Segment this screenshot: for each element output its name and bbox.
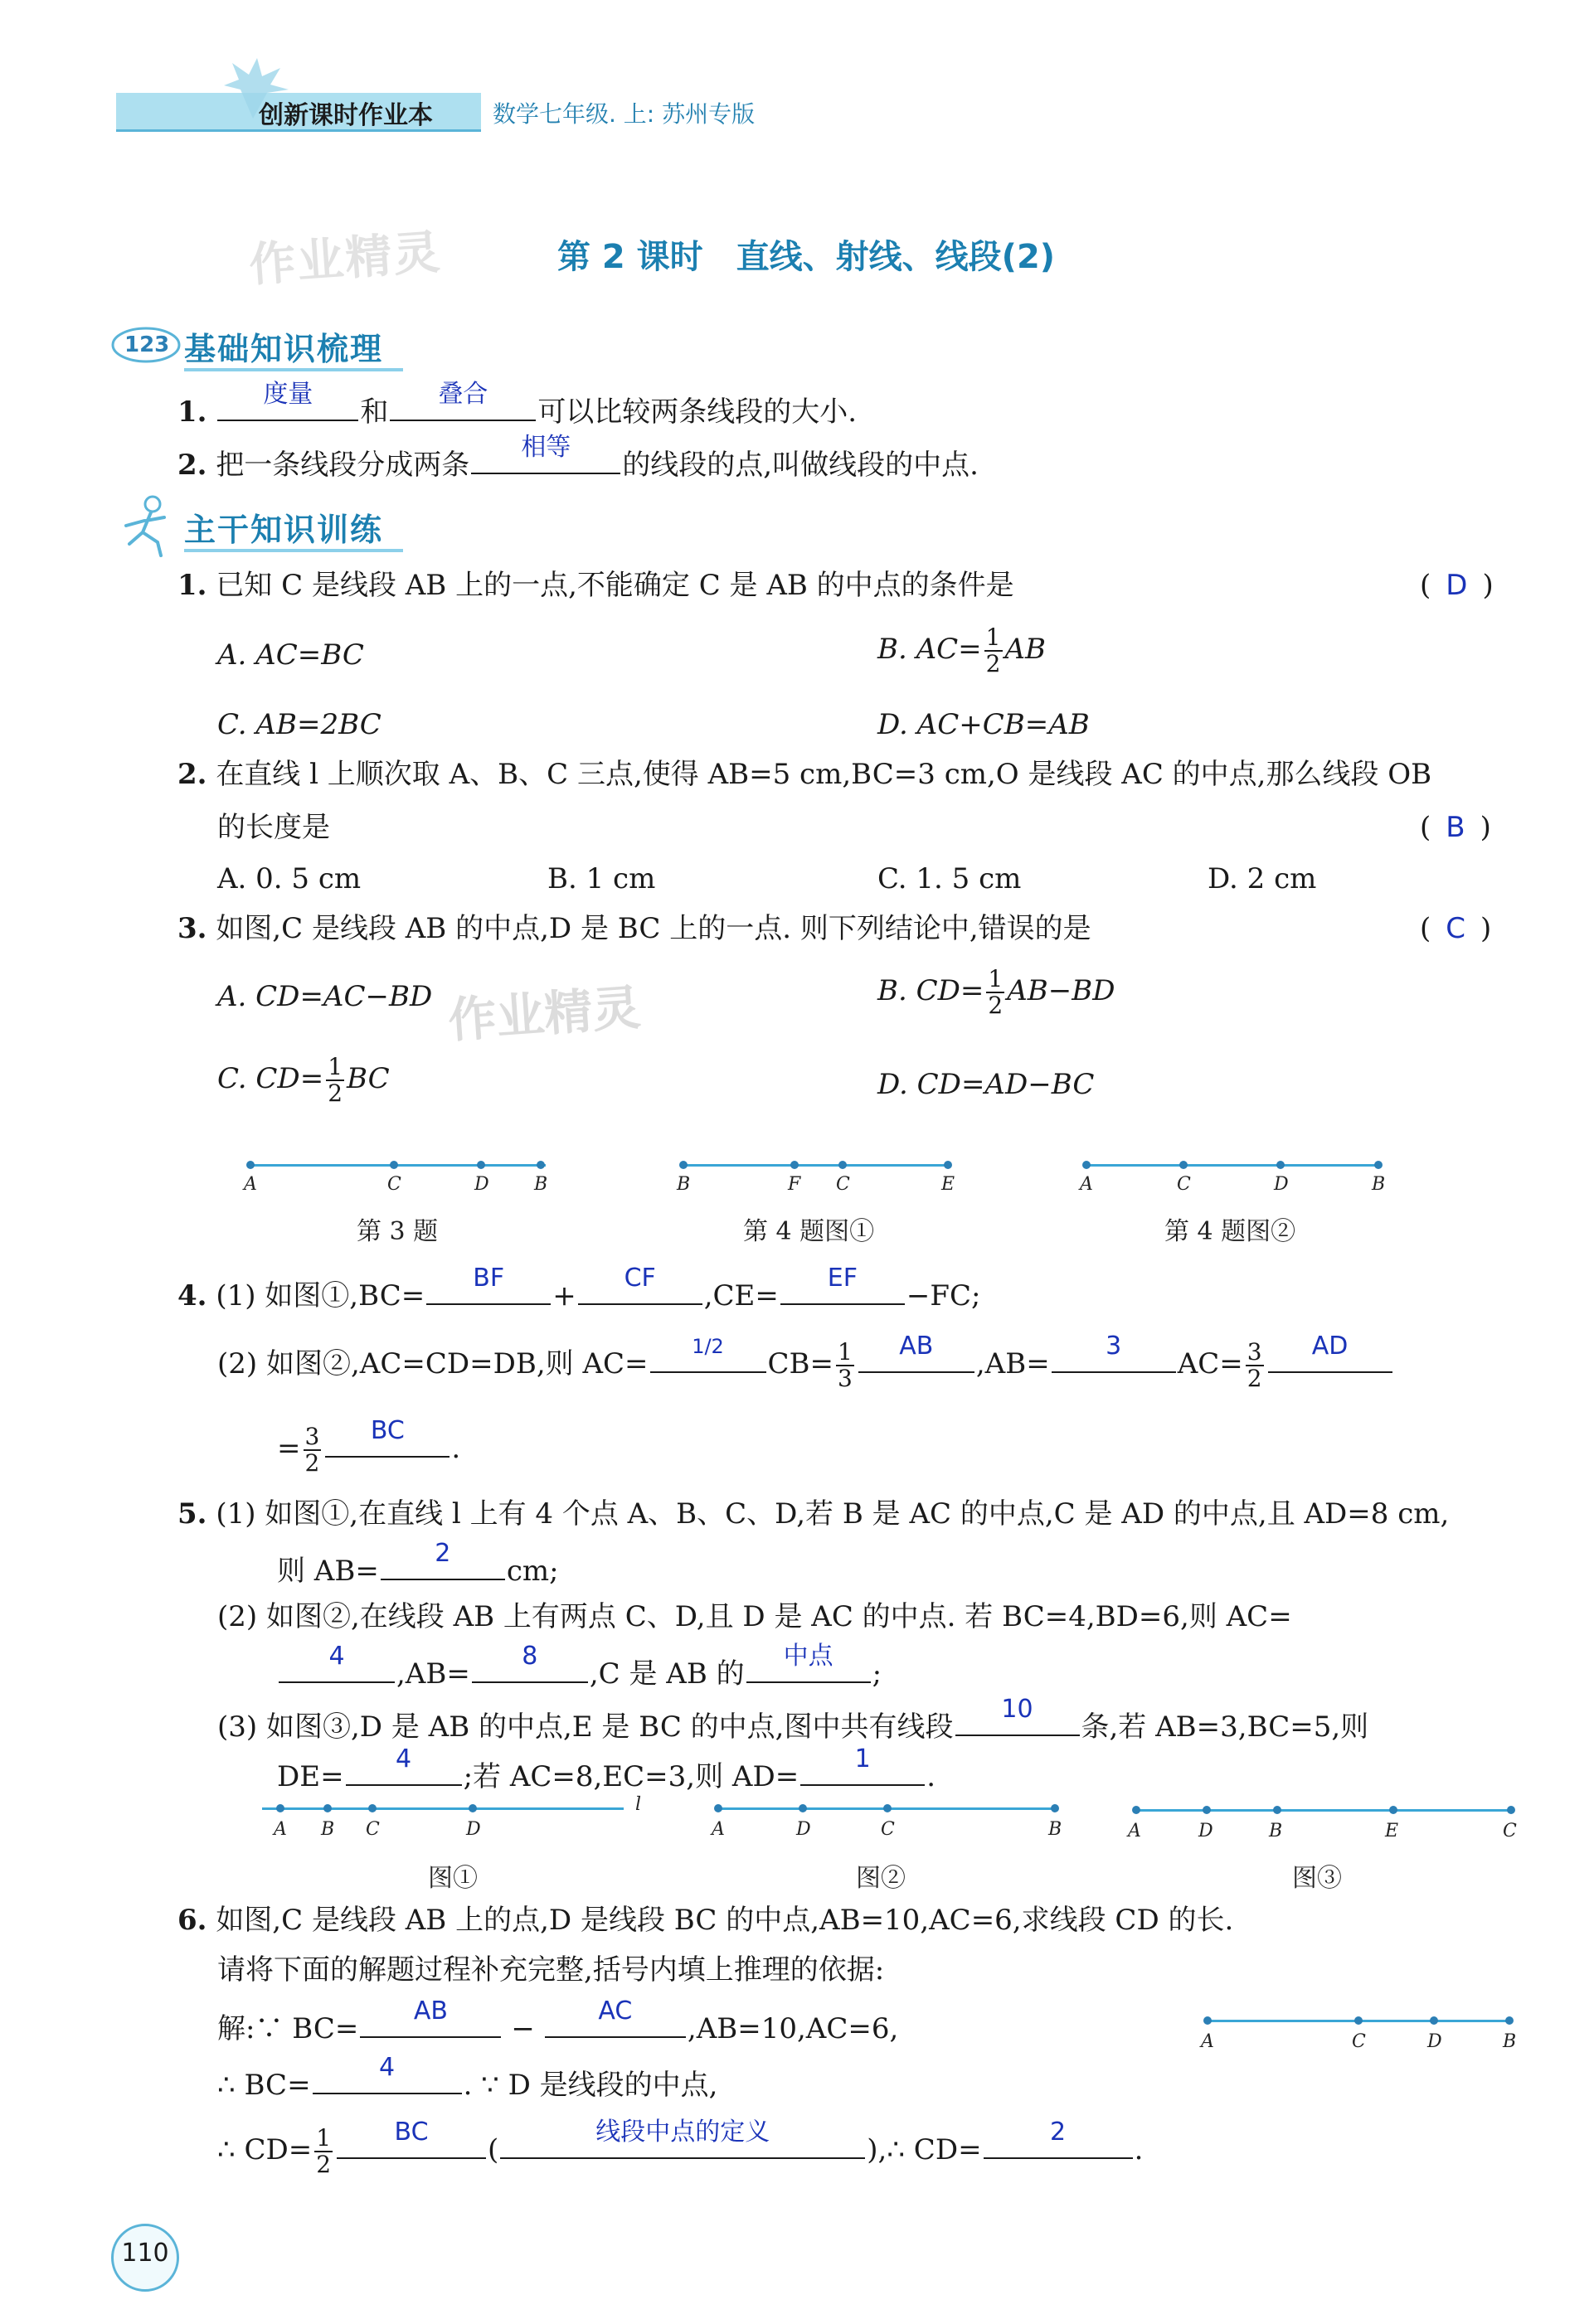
point-label: D xyxy=(1274,1174,1289,1195)
point-label: C xyxy=(387,1174,401,1195)
figure-caption: 图① xyxy=(428,1864,478,1893)
mc-question-2-cont: 的长度是 xyxy=(217,811,330,844)
question-6-step-1: 解:∵ BC= AB − AC ,AB=10,AC=6, xyxy=(217,1997,899,2045)
watermark-mid: 作业精灵 xyxy=(446,978,643,1049)
answer-blank: BF xyxy=(426,1270,551,1305)
mc-question-2: 2. 在直线 l 上顺次取 A、B、C 三点,使得 AB=5 cm,BC=3 cm,O 是线段 AC 的中点,那么线段 OB xyxy=(177,758,1432,791)
answer-blank: 10 xyxy=(955,1701,1080,1736)
section-underline xyxy=(184,549,403,552)
figure-caption: 图② xyxy=(856,1864,906,1893)
mc-question-3: 3. 如图,C 是线段 AB 的中点,D 是 BC 上的一点. 则下列结论中,错误的是 xyxy=(177,912,1091,945)
answer-blank: 度量 xyxy=(217,386,358,421)
svg-text:123: 123 xyxy=(124,332,170,357)
answer-blank: AB xyxy=(858,1338,974,1373)
point-label: B xyxy=(677,1174,691,1195)
point-label: C xyxy=(1503,1821,1517,1841)
point-label: A xyxy=(274,1819,287,1840)
answer-blank: 2 xyxy=(984,2124,1133,2159)
answer-blank: 4 xyxy=(346,1751,462,1786)
mc1-option-d: D. AC+CB=AB xyxy=(877,708,1090,741)
mc1-option-c: C. AB=2BC xyxy=(217,708,381,741)
mc3-option-c: C. CD= $\frac{1}{2}$ BC xyxy=(217,1053,390,1107)
mc2-option-b: B. 1 cm xyxy=(547,862,656,895)
question-5-part-1-cont: 则 AB= 2 cm; xyxy=(277,1539,559,1588)
question-6-instruction: 请将下面的解题过程补充完整,括号内填上推理的依据: xyxy=(217,1953,885,1987)
question-6-step-2: ∴ BC= 4 . ∵ D 是线段的中点, xyxy=(217,2053,718,2102)
section-underline xyxy=(184,368,403,371)
question-5-part-3: (3) 如图③,D 是 AB 的中点,E 是 BC 的中点,图中共有线段 10 条,若 AB=3,BC=5,则 xyxy=(217,1695,1369,1744)
basic-q1: 1. 度量 和 叠合 可以比较两条线段的大小. xyxy=(177,380,858,429)
question-4-part-1: 4. (1) 如图①,BC= BF + CF ,CE= EF −FC; xyxy=(177,1264,981,1312)
point-label: E xyxy=(941,1174,955,1195)
question-5-part-2: (2) 如图②,在线段 AB 上有两点 C、D,且 D 是 AC 的中点. 若 BC=4,BD=6,则 AC= xyxy=(217,1600,1292,1633)
point-label: A xyxy=(712,1819,725,1840)
point-label: A xyxy=(1080,1174,1093,1195)
answer-blank: 4 xyxy=(313,2060,462,2094)
question-4-part-2: (2) 如图②,AC=CD=DB,则 AC= 1/2 CB= $\frac{1}{3}$ AB ,AB= 3 AC= $\frac{3}{2}$ AD xyxy=(217,1338,1394,1391)
lesson-title: 第 2 课时 直线、射线、线段(2) xyxy=(557,238,1056,276)
point-label: E xyxy=(1385,1821,1399,1841)
mc1-answer: ( D ) xyxy=(1420,569,1494,602)
point-label: B xyxy=(1372,1174,1386,1195)
mc3-answer: ( C ) xyxy=(1420,912,1492,945)
answer-blank: 线段中点的定义 xyxy=(500,2124,865,2159)
section-title-basic: 基础知识梳理 xyxy=(184,331,384,367)
answer-blank: AB xyxy=(360,2003,501,2038)
point-label: D xyxy=(474,1174,489,1195)
question-5-part-2-cont: 4 ,AB= 8 ,C 是 AB 的 中点 ; xyxy=(277,1648,882,1692)
point-label: C xyxy=(1352,2031,1366,2052)
point-label: D xyxy=(796,1819,811,1840)
point-label: D xyxy=(1427,2031,1442,2052)
figure-caption: 第 3 题 xyxy=(357,1217,439,1246)
mc1-option-b: B. AC= $\frac{1}{2}$ AB xyxy=(877,623,1047,677)
watermark-top: 作业精灵 xyxy=(247,225,444,294)
answer-blank: 4 xyxy=(279,1648,395,1683)
mc1-option-a: A. AC=BC xyxy=(217,638,364,672)
point-label: A xyxy=(1128,1821,1141,1841)
answer-blank: 1 xyxy=(800,1751,925,1786)
mc2-option-a: A. 0. 5 cm xyxy=(217,862,362,895)
mc-question-1: 1. 已知 C 是线段 AB 上的一点,不能确定 C 是 AB 的中点的条件是 xyxy=(177,569,1014,602)
mc2-option-d: D. 2 cm xyxy=(1208,862,1317,895)
basic-q2: 2. 把一条线段分成两条 相等 的线段的点,叫做线段的中点. xyxy=(177,433,979,482)
question-6-step-3: ∴ CD= $\frac{1}{2}$ BC ( 线段中点的定义 ),∴ CD= 2 . xyxy=(217,2118,1144,2178)
figure-caption: 第 4 题图① xyxy=(743,1217,875,1246)
header-series: 创新课时作业本 xyxy=(259,101,433,130)
mc2-option-c: C. 1. 5 cm xyxy=(877,862,1022,895)
answer-blank: AC xyxy=(545,2003,686,2038)
answer-blank: BC xyxy=(325,1423,450,1458)
point-label: B xyxy=(1269,1821,1283,1841)
answer-blank: 1/2 xyxy=(650,1338,766,1373)
question-6: 6. 如图,C 是线段 AB 上的点,D 是线段 BC 的中点,AB=10,AC=6,求线段 CD 的长. xyxy=(177,1904,1234,1937)
point-label: C xyxy=(1177,1174,1191,1195)
figure-caption: 第 4 题图② xyxy=(1164,1217,1296,1246)
answer-blank: 8 xyxy=(472,1648,588,1683)
point-label: C xyxy=(836,1174,850,1195)
point-label: B xyxy=(1048,1819,1062,1840)
point-label: C xyxy=(366,1819,380,1840)
header-subtitle: 数学七年级. 上: 苏州专版 xyxy=(493,100,756,128)
point-label: B xyxy=(321,1819,335,1840)
answer-blank: EF xyxy=(780,1270,905,1305)
point-label: F xyxy=(788,1174,801,1195)
answer-blank: AD xyxy=(1268,1338,1392,1373)
running-figure-icon xyxy=(113,492,182,559)
section-badge-icon xyxy=(109,318,182,366)
mc3-option-d: D. CD=AD−BC xyxy=(877,1068,1095,1101)
answer-blank: CF xyxy=(578,1270,702,1305)
mc2-answer: ( B ) xyxy=(1420,811,1491,844)
point-label: D xyxy=(1198,1821,1213,1841)
point-label: C xyxy=(881,1819,895,1840)
point-label: A xyxy=(1201,2031,1214,2052)
answer-blank: 2 xyxy=(381,1545,505,1580)
point-label: A xyxy=(244,1174,257,1195)
question-5-part-3-cont: DE= 4 ;若 AC=8,EC=3,则 AD= 1 . xyxy=(277,1744,936,1793)
answer-blank: 叠合 xyxy=(390,386,536,421)
mc3-option-a: A. CD=AC−BD xyxy=(217,980,433,1013)
question-5-part-1: 5. (1) 如图①,在直线 l 上有 4 个点 A、B、C、D,若 B 是 AC 的中点,C 是 AD 的中点,且 AD=8 cm, xyxy=(177,1497,1450,1531)
line-label: l xyxy=(635,1794,642,1815)
answer-blank: BC xyxy=(337,2124,486,2159)
question-4-part-2-cont: = $\frac{3}{2}$ BC . xyxy=(277,1416,461,1477)
point-label: D xyxy=(466,1819,481,1840)
point-label: B xyxy=(534,1174,548,1195)
point-label: B xyxy=(1503,2031,1517,2052)
mc3-option-b: B. CD= $\frac{1}{2}$ AB−BD xyxy=(877,965,1115,1019)
answer-blank: 相等 xyxy=(471,439,620,474)
answer-blank: 3 xyxy=(1052,1338,1176,1373)
answer-blank: 中点 xyxy=(746,1648,871,1683)
section-title-training: 主干知识训练 xyxy=(184,512,384,548)
figure-caption: 图③ xyxy=(1292,1864,1342,1893)
page-number: 110 xyxy=(121,2239,169,2268)
